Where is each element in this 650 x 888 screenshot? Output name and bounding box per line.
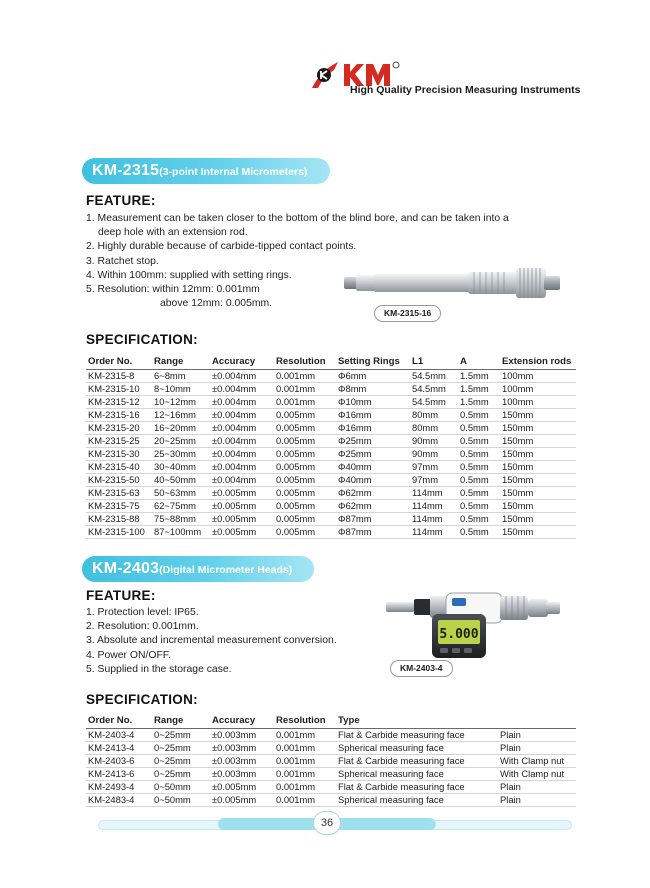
table-row bbox=[86, 421, 576, 434]
table-cell: ±0.004mm bbox=[212, 461, 257, 472]
table-cell: 0.001mm bbox=[276, 794, 316, 805]
table-cell: 80mm bbox=[412, 409, 439, 420]
table-row bbox=[86, 434, 576, 447]
table-cell: 0.5mm bbox=[460, 422, 489, 433]
table-cell: Spherical measuring face bbox=[338, 768, 444, 779]
table-cell: ±0.005mm bbox=[212, 794, 257, 805]
table-cell: KM-2315-88 bbox=[88, 513, 140, 524]
table-row bbox=[86, 793, 576, 806]
table-cell: 100mm bbox=[502, 383, 534, 394]
table-cell: 0.5mm bbox=[460, 474, 489, 485]
table-cell: KM-2315-40 bbox=[88, 461, 140, 472]
table-row bbox=[86, 728, 576, 741]
table-row bbox=[86, 741, 576, 754]
table-cell: 54.5mm bbox=[412, 396, 446, 407]
table-row bbox=[86, 460, 576, 473]
feature-heading: FEATURE: bbox=[86, 193, 156, 208]
table-cell: 0.5mm bbox=[460, 461, 489, 472]
lcd-reading: 5.000 bbox=[439, 627, 479, 642]
table-cell: ±0.004mm bbox=[212, 396, 257, 407]
table-cell: 0.005mm bbox=[276, 422, 316, 433]
table-cell: ±0.005mm bbox=[212, 500, 257, 511]
table-cell: 0.5mm bbox=[460, 513, 489, 524]
table-cell: 0.001mm bbox=[276, 768, 316, 779]
table-cell: 0~25mm bbox=[154, 768, 191, 779]
column-header: Setting Rings bbox=[338, 355, 400, 367]
column-header: Resolution bbox=[276, 714, 326, 726]
spec-table-km2403 bbox=[86, 713, 576, 807]
column-header: Range bbox=[154, 355, 184, 367]
table-cell: KM-2315-75 bbox=[88, 500, 140, 511]
table-cell: 0~50mm bbox=[154, 781, 191, 792]
table-cell: 90mm bbox=[412, 448, 439, 459]
table-cell: ±0.005mm bbox=[212, 526, 257, 537]
column-header: Resolution bbox=[276, 355, 326, 367]
table-cell: KM-2315-63 bbox=[88, 487, 140, 498]
table-cell: ±0.003mm bbox=[212, 755, 257, 766]
table-row bbox=[86, 395, 576, 408]
table-cell: ±0.004mm bbox=[212, 383, 257, 394]
table-cell: 25~30mm bbox=[154, 448, 196, 459]
table-cell: Plain bbox=[500, 781, 521, 792]
table-cell: Φ40mm bbox=[338, 474, 372, 485]
table-cell: ±0.004mm bbox=[212, 370, 257, 381]
table-cell: KM-2483-4 bbox=[88, 794, 135, 805]
table-cell: ±0.004mm bbox=[212, 435, 257, 446]
table-cell: ±0.004mm bbox=[212, 448, 257, 459]
table-row bbox=[86, 780, 576, 793]
table-cell: 10~12mm bbox=[154, 396, 196, 407]
table-cell: Φ62mm bbox=[338, 487, 372, 498]
table-cell: ±0.004mm bbox=[212, 474, 257, 485]
table-cell: 150mm bbox=[502, 474, 534, 485]
feature-item: 5. Supplied in the storage case. bbox=[86, 663, 232, 675]
table-cell: ±0.004mm bbox=[212, 409, 257, 420]
table-cell: 0.5mm bbox=[460, 487, 489, 498]
table-cell: ±0.003mm bbox=[212, 742, 257, 753]
brand-logo bbox=[308, 58, 598, 100]
table-cell: 0.005mm bbox=[276, 474, 316, 485]
table-cell: 0.005mm bbox=[276, 526, 316, 537]
feature-item: 1. Measurement can be taken closer to the bottom of the blind bore, and can be taken into a bbox=[86, 213, 509, 224]
table-cell: 62~75mm bbox=[154, 500, 196, 511]
spec-heading: SPECIFICATION: bbox=[86, 332, 198, 347]
table-cell: 0.005mm bbox=[276, 409, 316, 420]
feature-item: 1. Protection level: IP65. bbox=[86, 607, 199, 618]
table-cell: 0.5mm bbox=[460, 409, 489, 420]
table-cell: 16~20mm bbox=[154, 422, 196, 433]
table-row bbox=[86, 512, 576, 525]
table-cell: KM-2413-6 bbox=[88, 768, 135, 779]
table-row bbox=[86, 473, 576, 486]
feature-list bbox=[86, 606, 337, 677]
table-row bbox=[86, 369, 576, 382]
table-cell: Plain bbox=[500, 729, 521, 740]
table-cell: Spherical measuring face bbox=[338, 794, 444, 805]
section-banner-km2403 bbox=[82, 556, 314, 582]
table-cell: 30~40mm bbox=[154, 461, 196, 472]
table-cell: 150mm bbox=[502, 435, 534, 446]
table-cell: 1.5mm bbox=[460, 370, 489, 381]
table-cell: Φ25mm bbox=[338, 435, 372, 446]
table-cell: 0.5mm bbox=[460, 500, 489, 511]
table-cell: 12~16mm bbox=[154, 409, 196, 420]
table-cell: 150mm bbox=[502, 526, 534, 537]
table-cell: 1.5mm bbox=[460, 383, 489, 394]
product-code: KM-2315 bbox=[92, 162, 160, 179]
feature-item: above 12mm: 0.005mm. bbox=[160, 298, 273, 310]
table-cell: ±0.003mm bbox=[212, 768, 257, 779]
feature-item: 5. Resolution: within 12mm: 0.001mm bbox=[86, 284, 260, 296]
table-cell: 0.005mm bbox=[276, 487, 316, 498]
table-cell: 0.001mm bbox=[276, 370, 316, 381]
feature-item: 2. Highly durable because of carbide-tipped contact points. bbox=[86, 241, 357, 253]
table-cell: Φ16mm bbox=[338, 409, 372, 420]
table-cell: 0.001mm bbox=[276, 396, 316, 407]
column-header: A bbox=[460, 355, 467, 367]
column-header: Order No. bbox=[88, 714, 133, 726]
feature-item: 4. Power ON/OFF. bbox=[86, 649, 171, 661]
table-row bbox=[86, 382, 576, 395]
table-cell: KM-2315-20 bbox=[88, 422, 140, 433]
table-row bbox=[86, 486, 576, 499]
table-cell: 0~50mm bbox=[154, 794, 191, 805]
table-cell: 0~25mm bbox=[154, 729, 191, 740]
table-cell: KM-2493-4 bbox=[88, 781, 135, 792]
page-number: 36 bbox=[313, 811, 341, 835]
feature-item: deep hole with an extension rod. bbox=[98, 227, 248, 239]
column-header: Accuracy bbox=[212, 355, 256, 367]
table-cell: Φ6mm bbox=[338, 370, 367, 381]
table-cell: ±0.003mm bbox=[212, 729, 257, 740]
section-banner-km2315 bbox=[82, 158, 330, 184]
table-row bbox=[86, 767, 576, 780]
table-row bbox=[86, 525, 576, 538]
table-cell: ±0.005mm bbox=[212, 513, 257, 524]
table-cell: Φ25mm bbox=[338, 448, 372, 459]
table-cell: 150mm bbox=[502, 461, 534, 472]
table-cell: 114mm bbox=[412, 526, 443, 537]
digital-micrometer-head-image bbox=[380, 590, 580, 662]
table-cell: KM-2403-4 bbox=[88, 729, 135, 740]
table-row bbox=[86, 499, 576, 512]
table-cell: With Clamp nut bbox=[500, 755, 565, 766]
table-cell: 54.5mm bbox=[412, 383, 446, 394]
image-caption: KM-2403-4 bbox=[390, 660, 453, 677]
table-cell: Plain bbox=[500, 742, 521, 753]
table-cell: 0.001mm bbox=[276, 729, 316, 740]
table-cell: 54.5mm bbox=[412, 370, 446, 381]
column-header: Accuracy bbox=[212, 714, 256, 726]
table-row bbox=[86, 408, 576, 421]
table-cell: 114mm bbox=[412, 513, 443, 524]
table-cell: 114mm bbox=[412, 500, 443, 511]
table-cell: 50~63mm bbox=[154, 487, 196, 498]
feature-item: 3. Ratchet stop. bbox=[86, 255, 159, 267]
table-cell: KM-2315-100 bbox=[88, 526, 145, 537]
table-cell: 150mm bbox=[502, 409, 534, 420]
table-cell: KM-2413-4 bbox=[88, 742, 135, 753]
table-cell: 20~25mm bbox=[154, 435, 196, 446]
table-cell: 80mm bbox=[412, 422, 439, 433]
table-cell: 150mm bbox=[502, 513, 534, 524]
column-header bbox=[498, 713, 576, 728]
table-header-row bbox=[86, 713, 576, 728]
table-cell: 0.001mm bbox=[276, 383, 316, 394]
table-cell: 97mm bbox=[412, 474, 439, 485]
feature-heading: FEATURE: bbox=[86, 588, 156, 603]
table-cell: KM-2315-12 bbox=[88, 396, 140, 407]
table-header-row bbox=[86, 354, 576, 369]
table-cell: ±0.005mm bbox=[212, 781, 257, 792]
table-row bbox=[86, 754, 576, 767]
table-cell: Φ8mm bbox=[338, 383, 367, 394]
table-cell: 97mm bbox=[412, 461, 439, 472]
table-cell: Φ16mm bbox=[338, 422, 372, 433]
column-header: Extension rods bbox=[502, 355, 572, 367]
table-cell: 0.001mm bbox=[276, 781, 316, 792]
table-cell: 75~88mm bbox=[154, 513, 196, 524]
table-cell: 100mm bbox=[502, 370, 534, 381]
table-cell: 8~10mm bbox=[154, 383, 191, 394]
feature-item: 3. Absolute and incremental measurement conversion. bbox=[86, 635, 337, 647]
product-description: (3-point Internal Micrometers) bbox=[159, 166, 308, 178]
column-header: Range bbox=[154, 714, 184, 726]
tagline: High Quality Precision Measuring Instruments bbox=[350, 84, 581, 96]
table-cell: ±0.005mm bbox=[212, 487, 257, 498]
table-cell: KM-2315-10 bbox=[88, 383, 140, 394]
table-cell: Flat & Carbide measuring face bbox=[338, 729, 465, 740]
table-cell: 0.5mm bbox=[460, 448, 489, 459]
feature-item: 2. Resolution: 0.001mm. bbox=[86, 621, 199, 633]
table-cell: KM-2315-50 bbox=[88, 474, 140, 485]
table-cell: 0.005mm bbox=[276, 448, 316, 459]
table-cell: ±0.004mm bbox=[212, 422, 257, 433]
product-code: KM-2403 bbox=[92, 560, 160, 577]
table-cell: 150mm bbox=[502, 487, 534, 498]
table-cell: KM-2315-16 bbox=[88, 409, 140, 420]
table-cell: 0.5mm bbox=[460, 526, 489, 537]
table-cell: KM-2315-8 bbox=[88, 370, 135, 381]
table-cell: 150mm bbox=[502, 422, 534, 433]
table-cell: 0~25mm bbox=[154, 755, 191, 766]
image-caption: KM-2315-16 bbox=[374, 305, 441, 322]
table-cell: 0.001mm bbox=[276, 755, 316, 766]
table-cell: 150mm bbox=[502, 448, 534, 459]
internal-micrometer-image bbox=[340, 258, 580, 308]
spec-table-km2315 bbox=[86, 354, 576, 539]
table-cell: Φ87mm bbox=[338, 513, 372, 524]
table-cell: 40~50mm bbox=[154, 474, 196, 485]
table-cell: 0.001mm bbox=[276, 742, 316, 753]
table-cell: Flat & Carbide measuring face bbox=[338, 755, 465, 766]
column-header: Order No. bbox=[88, 355, 133, 367]
table-cell: 100mm bbox=[502, 396, 534, 407]
table-cell: Flat & Carbide measuring face bbox=[338, 781, 465, 792]
table-cell: 1.5mm bbox=[460, 396, 489, 407]
table-cell: KM-2403-6 bbox=[88, 755, 135, 766]
table-cell: 87~100mm bbox=[154, 526, 202, 537]
table-cell: 0.005mm bbox=[276, 513, 316, 524]
table-cell: 114mm bbox=[412, 487, 443, 498]
table-cell: 0.5mm bbox=[460, 435, 489, 446]
table-cell: 150mm bbox=[502, 500, 534, 511]
table-cell: Φ62mm bbox=[338, 500, 372, 511]
table-cell: 6~8mm bbox=[154, 370, 186, 381]
table-cell: 90mm bbox=[412, 435, 439, 446]
spec-heading: SPECIFICATION: bbox=[86, 692, 198, 707]
table-cell: 0.005mm bbox=[276, 500, 316, 511]
table-cell: 0~25mm bbox=[154, 742, 191, 753]
feature-item: 4. Within 100mm: supplied with setting rings. bbox=[86, 269, 292, 281]
table-cell: 0.005mm bbox=[276, 435, 316, 446]
product-description: (Digital Micrometer Heads) bbox=[159, 564, 293, 576]
table-cell: KM-2315-25 bbox=[88, 435, 140, 446]
table-cell: With Clamp nut bbox=[500, 768, 565, 779]
table-cell: 0.005mm bbox=[276, 461, 316, 472]
table-cell: Φ87mm bbox=[338, 526, 372, 537]
table-cell: Φ10mm bbox=[338, 396, 372, 407]
table-cell: Plain bbox=[500, 794, 521, 805]
table-row bbox=[86, 447, 576, 460]
table-cell: Spherical measuring face bbox=[338, 742, 444, 753]
table-cell: KM-2315-30 bbox=[88, 448, 140, 459]
column-header: L1 bbox=[412, 355, 424, 367]
table-cell: Φ40mm bbox=[338, 461, 372, 472]
column-header: Type bbox=[338, 714, 360, 726]
